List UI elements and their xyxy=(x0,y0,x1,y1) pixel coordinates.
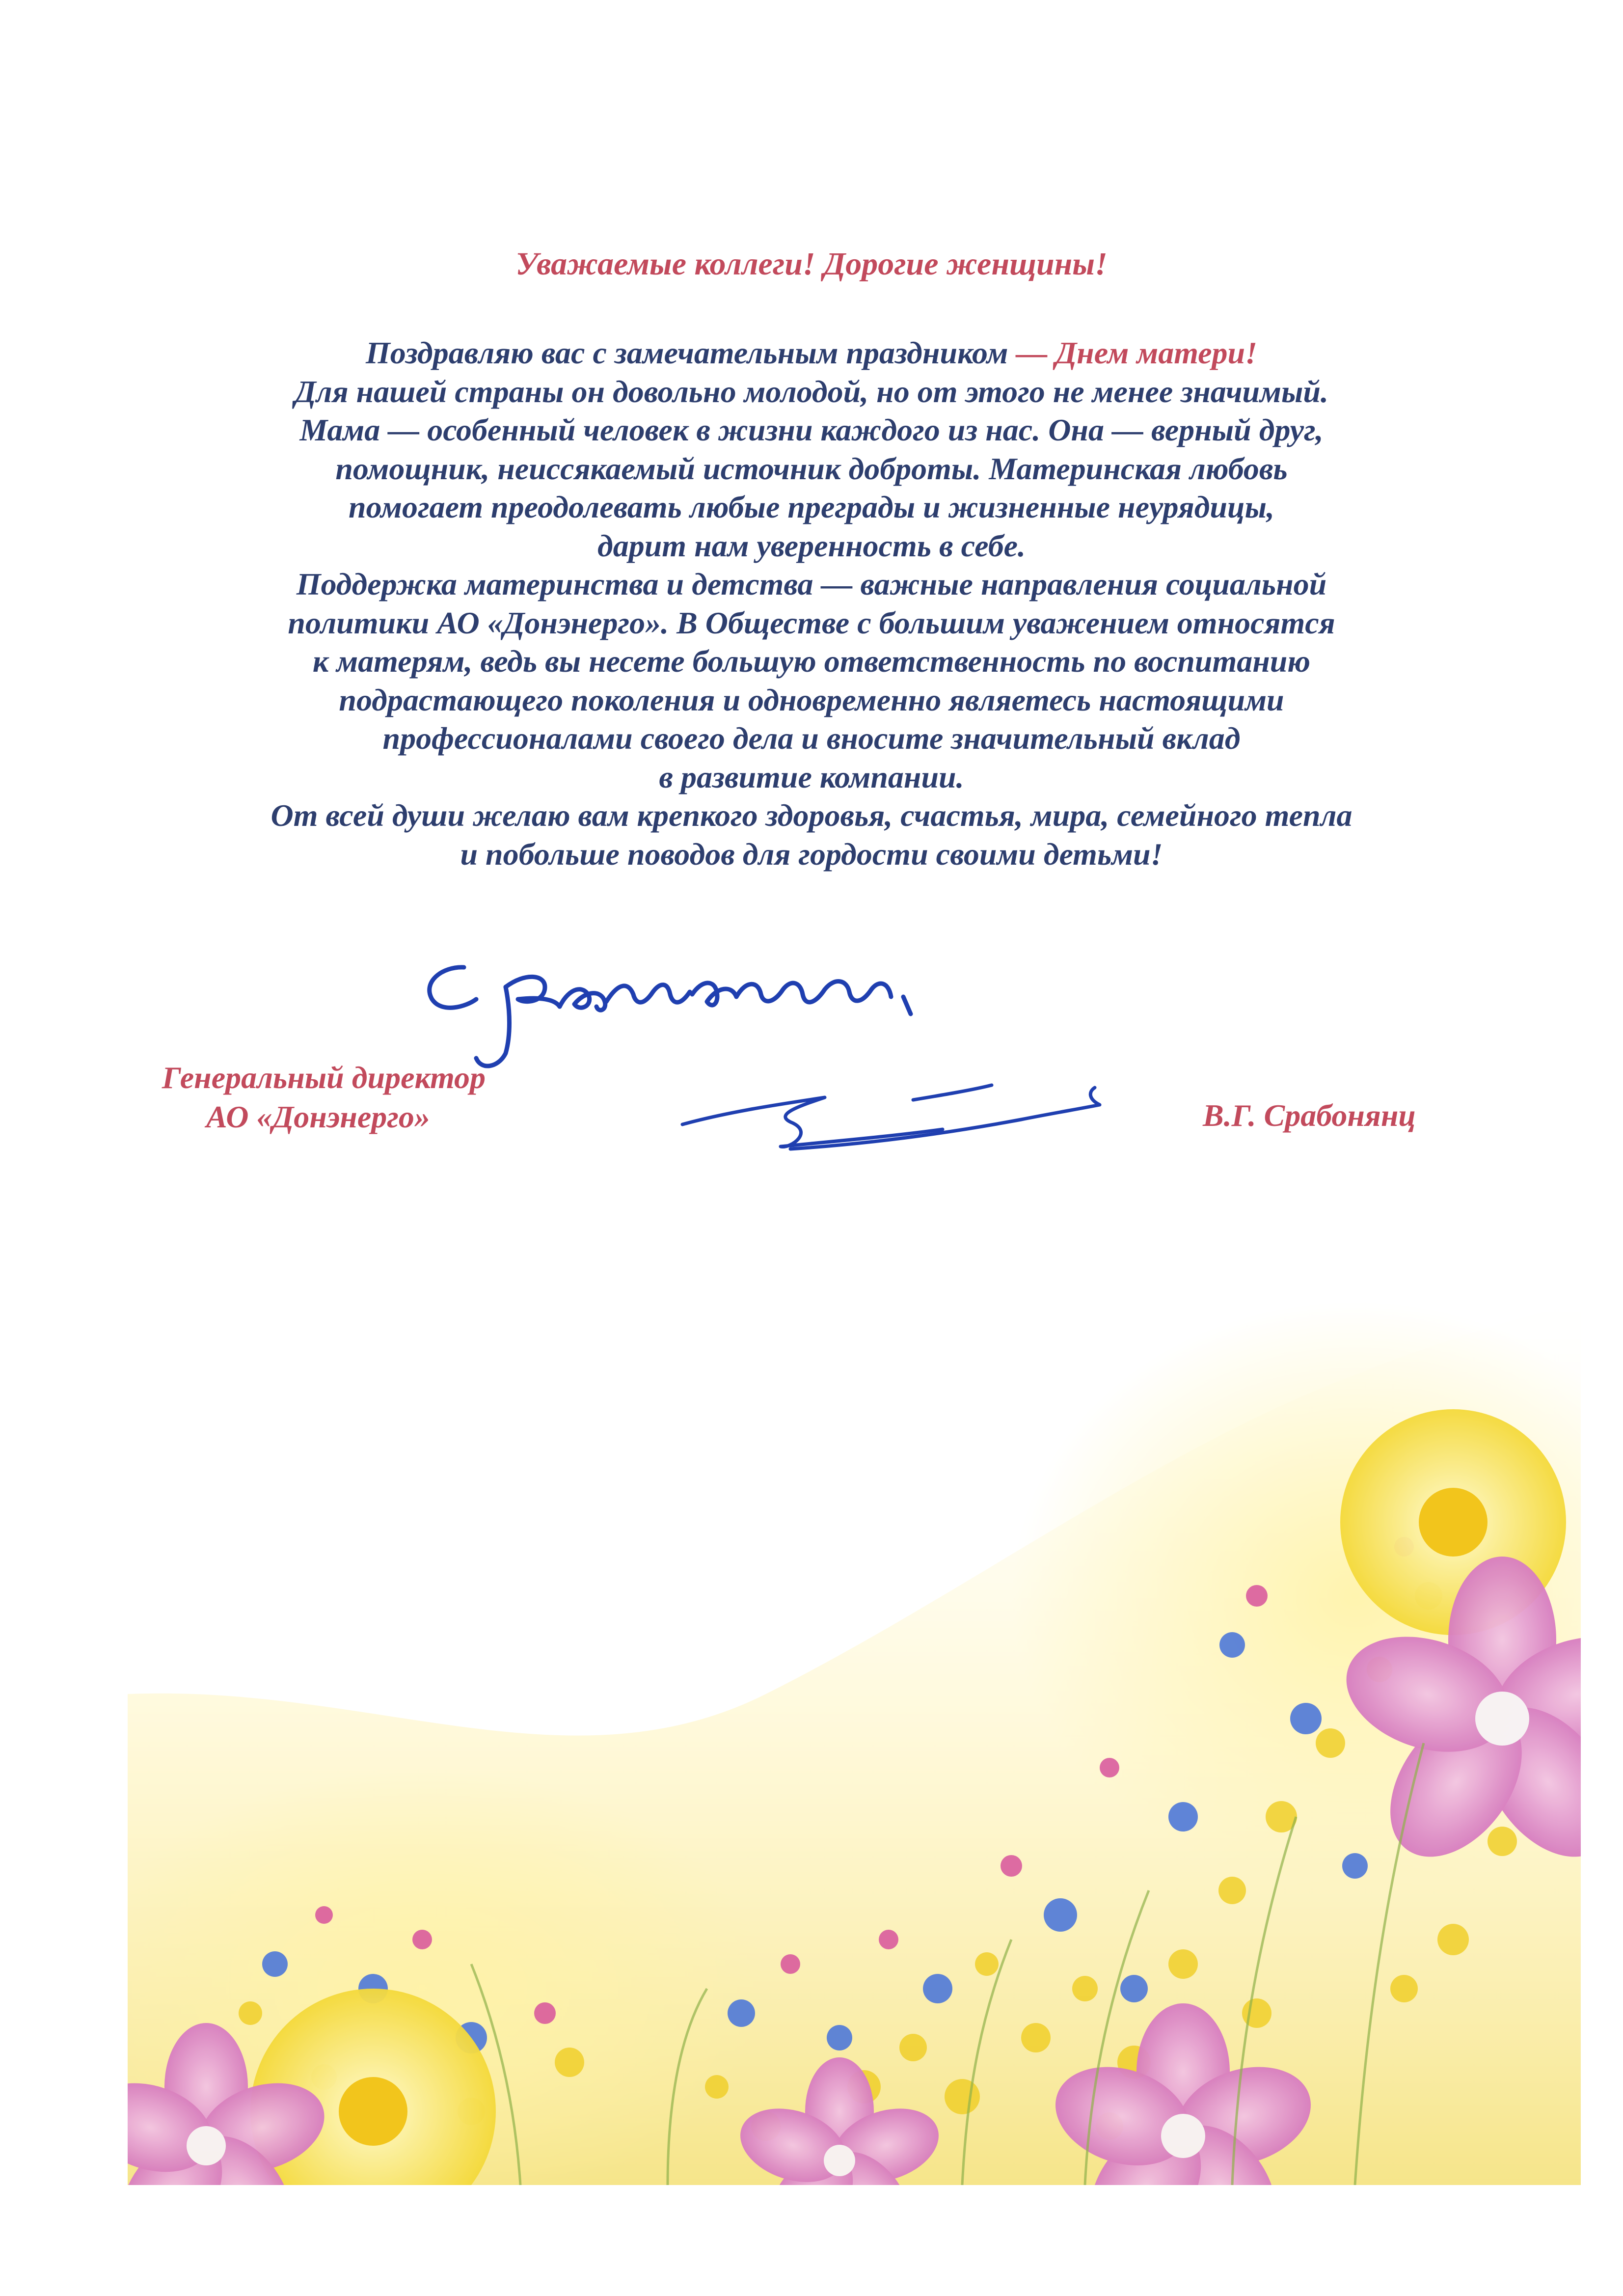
body-line: От всей души желаю вам крепкого здоровья, счастья, мира, семейного тепла xyxy=(270,798,1352,833)
company-line: АО «Донэнерго» xyxy=(206,1099,430,1134)
letter-body xyxy=(98,334,1525,874)
body-line: дарит нам уверенность в себе. xyxy=(597,528,1026,563)
body-line: подрастающего поколения и одновременно являетесь настоящими xyxy=(339,682,1284,717)
body-line: и побольше поводов для гордости своими детьми! xyxy=(460,836,1163,872)
mothers-day-highlight: — Днем матери! xyxy=(1016,335,1258,370)
body-line: политики АО «Донэнерго». В Обществе с большим уважением относятся xyxy=(288,605,1335,640)
signature xyxy=(668,1051,1149,1178)
body-line: в развитие компании. xyxy=(659,759,964,794)
position-title xyxy=(162,1058,486,1137)
signatory-name: В.Г. Срабонянц xyxy=(1203,1098,1416,1133)
body-line: профессионалами своего дела и вносите значительный вклад xyxy=(382,721,1241,756)
floral-decoration xyxy=(128,1252,1581,2185)
body-line-text: Поздравляю вас с замечательным праздником xyxy=(365,335,1016,370)
body-line: Мама — особенный человек в жизни каждого из нас. Она — верный друг, xyxy=(299,412,1324,447)
body-line: Для нашей страны он довольно молодой, но от этого не менее значимый. xyxy=(295,374,1328,409)
greeting-heading: Уважаемые коллеги! Дорогие женщины! xyxy=(515,246,1108,282)
body-line: Поддержка материнства и детства — важные направления социальной xyxy=(296,567,1327,601)
body-line xyxy=(98,334,1525,373)
body-line: к матерям, ведь вы несете большую ответственность по воспитанию xyxy=(312,644,1311,679)
body-line: помощник, неиссякаемый источник доброты. Материнская любовь xyxy=(335,451,1288,486)
position-line: Генеральный директор xyxy=(162,1060,486,1095)
body-line: помогает преодолевать любые преграды и жизненные неурядицы, xyxy=(349,490,1274,524)
